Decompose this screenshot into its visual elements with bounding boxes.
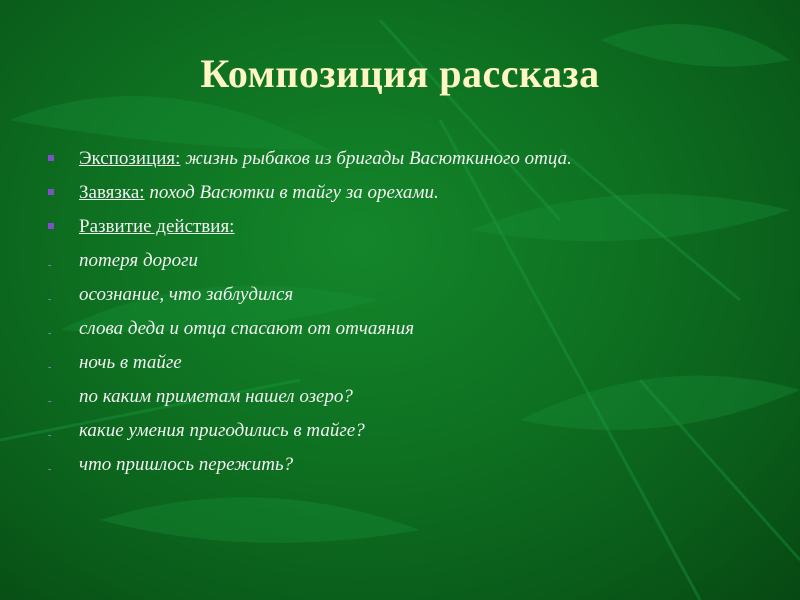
square-bullet-icon (48, 155, 54, 161)
square-bullet-icon (48, 223, 54, 229)
sub-item-text: по каким приметам нашел озеро? (79, 386, 353, 407)
item-heading: Завязка: (79, 182, 145, 203)
dash-bullet-icon: - (48, 464, 52, 475)
dash-bullet-icon: - (48, 328, 52, 339)
sub-item-text: ночь в тайге (79, 352, 182, 373)
item-text: поход Васютки в тайгу за орехами. (144, 182, 439, 203)
sub-item-text: осознание, что заблудился (79, 284, 294, 305)
sub-item-text: потеря дороги (79, 250, 199, 271)
dash-bullet-icon: - (48, 294, 52, 305)
item-heading: Развитие действия: (79, 216, 235, 237)
sub-list-item (48, 248, 738, 273)
sub-item-text: что пришлось пережить? (79, 454, 294, 475)
sub-list-item (48, 452, 738, 477)
sub-item-text: слова деда и отца спасают от отчаяния (79, 318, 415, 339)
list-item-development (48, 214, 738, 239)
dash-bullet-icon: - (48, 260, 52, 271)
sub-list-item (48, 418, 738, 443)
item-text: жизнь рыбаков из бригады Васюткиного отца. (180, 148, 572, 169)
dash-bullet-icon: - (48, 430, 52, 441)
list-item-exposition (48, 146, 738, 171)
sub-list-item (48, 316, 738, 341)
square-bullet-icon (48, 189, 54, 195)
dash-bullet-icon: - (48, 396, 52, 407)
sub-list-item (48, 384, 738, 409)
content-list (48, 146, 738, 486)
sub-list-item (48, 282, 738, 307)
item-heading: Экспозиция: (79, 148, 181, 169)
sub-item-text: какие умения пригодились в тайге? (79, 420, 365, 441)
sub-list-item (48, 350, 738, 375)
dash-bullet-icon: - (48, 362, 52, 373)
slide-title: Композиция рассказа (200, 51, 600, 96)
list-item-setup (48, 180, 738, 205)
